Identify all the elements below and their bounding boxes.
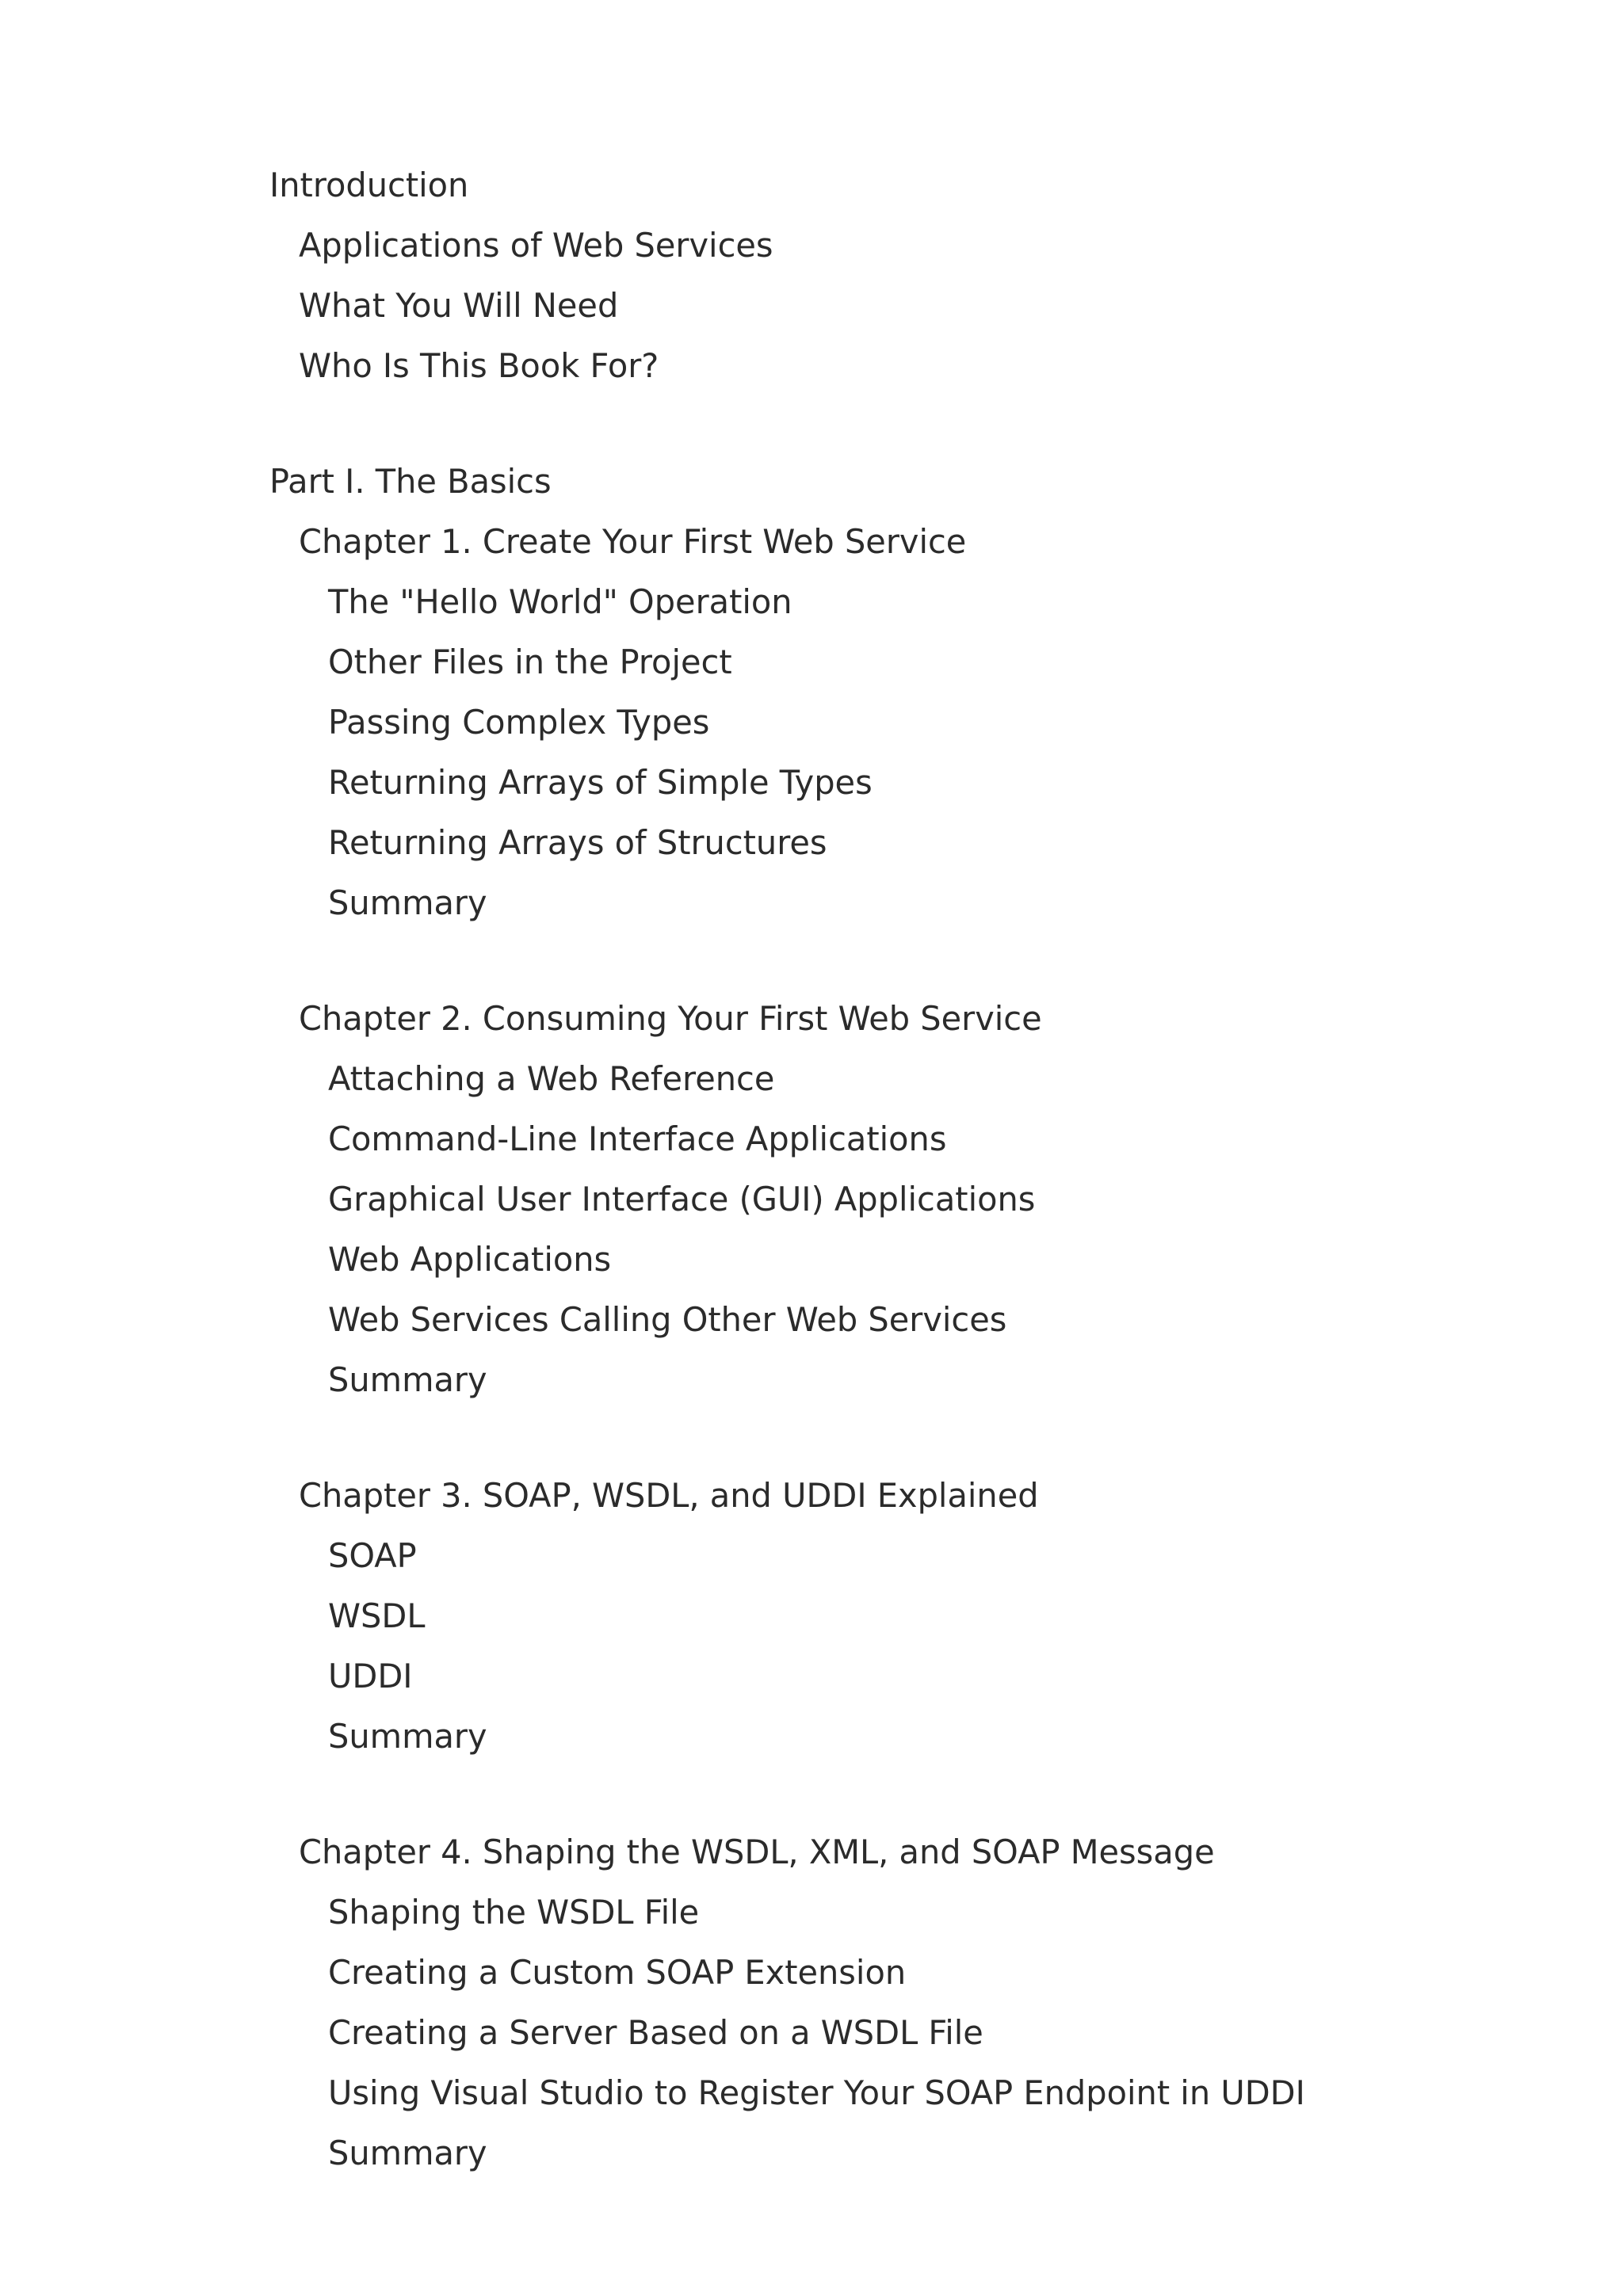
toc-item[interactable]: Summary [328,883,487,922]
toc-item[interactable]: Graphical User Interface (GUI) Applications [328,1180,1036,1219]
toc-section-introduction[interactable]: Introduction [269,166,469,204]
toc-item[interactable]: Returning Arrays of Structures [328,823,827,862]
section-spacer [269,396,1569,452]
toc-chapter-title[interactable]: Chapter 1. Create Your First Web Service [299,522,967,561]
toc-chapter-title[interactable]: Chapter 3. SOAP, WSDL, and UDDI Explained [299,1476,1039,1515]
toc-item[interactable]: The "Hello World" Operation [328,582,792,621]
toc-item[interactable]: Creating a Custom SOAP Extension [328,1953,907,1992]
toc-item[interactable]: Shaping the WSDL File [328,1893,700,1932]
toc-item[interactable]: What You Will Need [299,286,619,325]
section-spacer [269,933,1569,989]
toc-item[interactable]: Summary [328,1717,487,1756]
toc-item[interactable]: Using Visual Studio to Register Your SOAP Endpoint in UDDI [328,2073,1305,2112]
toc-part-title[interactable]: Part I. The Basics [269,462,552,501]
toc-item[interactable]: Summary [328,1360,487,1399]
toc-item[interactable]: UDDI [328,1657,413,1695]
toc-item[interactable]: Other Files in the Project [328,643,732,681]
toc-item[interactable]: Applications of Web Services [299,226,773,265]
toc-item[interactable]: Returning Arrays of Simple Types [328,763,873,802]
toc-item[interactable]: Command-Line Interface Applications [328,1119,947,1158]
section-spacer [269,1767,1569,1822]
toc-item[interactable]: Attaching a Web Reference [328,1059,775,1098]
section-spacer [269,1410,1569,1466]
toc-item[interactable]: Web Services Calling Other Web Services [328,1300,1007,1339]
table-of-contents [269,155,1569,2183]
toc-item[interactable]: SOAP [328,1536,417,1575]
toc-chapter-title[interactable]: Chapter 2. Consuming Your First Web Service [299,999,1042,1038]
toc-item[interactable]: Passing Complex Types [328,703,710,742]
toc-item[interactable]: Web Applications [328,1240,612,1279]
toc-item[interactable]: WSDL [328,1596,426,1635]
toc-item[interactable]: Who Is This Book For? [299,346,659,385]
toc-chapter-title[interactable]: Chapter 4. Shaping the WSDL, XML, and SOAP Message [299,1833,1215,1871]
toc-item[interactable]: Creating a Server Based on a WSDL File [328,2013,983,2052]
toc-item[interactable]: Summary [328,2134,487,2172]
